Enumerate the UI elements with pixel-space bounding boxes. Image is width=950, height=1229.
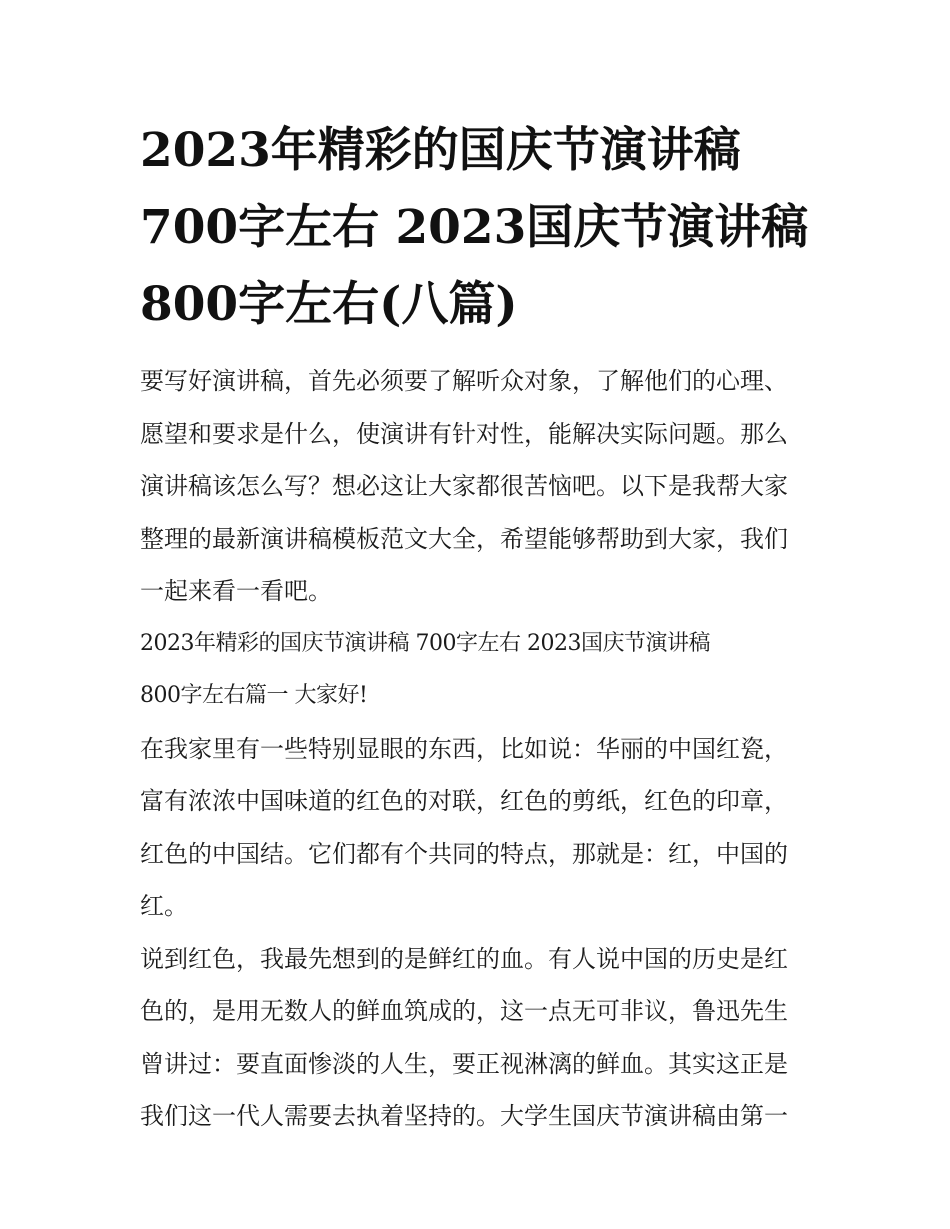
title-line-1: 2023年精彩的国庆节演讲稿 [140,123,741,178]
intro-line-3: 演讲稿该怎么写？想必这让大家都很苦恼吧。以下是我帮大家 [140,472,788,500]
paragraph-line-8: 我们这一代人需要去执着坚持的。大学生国庆节演讲稿由第一 [140,1102,788,1130]
intro-line-4: 整理的最新演讲稿模板范文大全，希望能够帮助到大家，我们 [140,524,788,553]
title-line-2: 700字左右 2023国庆节演讲稿 [140,200,809,255]
paragraph-line-4: 红。 [140,892,188,920]
document-title [140,112,820,343]
paragraph-line-6: 色的，是用无数人的鲜血筑成的，这一点无可非议，鲁迅先生 [140,997,788,1025]
title-line-3: 800字左右(八篇) [140,277,518,332]
intro-line-1: 要写好演讲稿，首先必须要了解听众对象，了解他们的心理、 [140,367,788,395]
document-body [140,355,820,1143]
paragraph-line-2: 富有浓浓中国味道的红色的对联，红色的剪纸，红色的印章， [140,787,788,815]
paragraph-line-3: 红色的中国结。它们都有个共同的特点，那就是：红，中国的 [140,839,788,868]
paragraph-line-1: 在我家里有一些特别显眼的东西，比如说：华丽的中国红瓷， [140,734,788,763]
paragraph-line-7: 曾讲过：要直面惨淡的人生，要正视淋漓的鲜血。其实这正是 [140,1049,788,1078]
section-heading-line-2: 800字左右篇一 大家好! [140,683,368,708]
intro-line-2: 愿望和要求是什么，使演讲有针对性，能解决实际问题。那么 [140,419,788,448]
intro-line-5: 一起来看一看吧。 [140,577,332,605]
section-heading-line-1: 2023年精彩的国庆节演讲稿 700字左右 2023国庆节演讲稿 [140,630,710,656]
paragraph-line-5: 说到红色，我最先想到的是鲜红的血。有人说中国的历史是红 [140,944,788,973]
